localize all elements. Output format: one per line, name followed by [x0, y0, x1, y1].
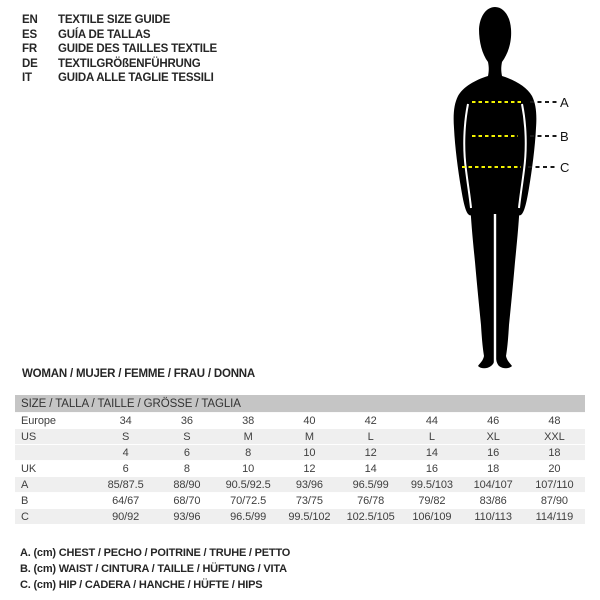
size-value-cell: 16 [487, 446, 500, 459]
size-table-row [15, 445, 585, 461]
row-label [15, 445, 95, 461]
size-value-cell: 12 [303, 462, 316, 475]
size-value-cell: S [122, 430, 130, 443]
marker-label-a: A [560, 95, 569, 110]
size-value-cell: 48 [548, 414, 561, 427]
size-value-cell: 68/70 [173, 494, 201, 507]
language-title-list [22, 13, 217, 86]
size-value-cell: 102.5/105 [346, 510, 395, 523]
legend-line: A. (cm) CHEST / PECHO / POITRINE / TRUHE / PETTO [20, 547, 291, 559]
row-label: C [21, 510, 29, 523]
language-title: GUIDA ALLE TAGLIE TESSILI [58, 72, 214, 84]
language-row [22, 13, 217, 28]
size-value-cell: 104/107 [473, 478, 513, 491]
size-value-cell: 4 [122, 446, 129, 459]
language-title: TEXTILE SIZE GUIDE [58, 14, 171, 26]
section-title-woman: WOMAN / MUJER / FEMME / FRAU / DONNA [22, 368, 256, 380]
size-value-cell: 70/72.5 [230, 494, 267, 507]
size-value-cell: 90/92 [112, 510, 140, 523]
size-value-cell: 83/86 [479, 494, 507, 507]
size-value-cell: 44 [425, 414, 438, 427]
size-value-cell: 90.5/92.5 [225, 478, 271, 491]
size-value-cell: XL [486, 430, 500, 443]
size-table-header: SIZE / TALLA / TAILLE / GRÖSSE / TAGLIA [15, 395, 585, 413]
language-code: IT [22, 72, 32, 84]
size-value-cell: M [243, 430, 253, 443]
language-row [22, 57, 217, 72]
marker-label-b: B [560, 129, 569, 144]
size-value-cell: 79/82 [418, 494, 446, 507]
size-value-cell: 6 [122, 462, 129, 475]
figure-area [420, 0, 600, 375]
size-value-cell: 18 [487, 462, 500, 475]
legend-line: B. (cm) WAIST / CINTURA / TAILLE / HÜFTUNG / VITA [20, 563, 287, 576]
language-row [22, 71, 217, 86]
woman-silhouette [420, 0, 600, 375]
size-value-cell: 46 [487, 414, 500, 427]
language-code: DE [22, 57, 38, 70]
language-title: GUÍA DE TALLAS [58, 28, 151, 41]
size-value-cell: 110/113 [474, 510, 512, 523]
row-label: B [21, 494, 29, 507]
size-table-row [15, 477, 585, 493]
size-table-row [15, 493, 585, 509]
size-value-cell: 76/78 [357, 494, 385, 507]
size-value-cell: L [428, 430, 435, 443]
size-value-cell: 87/90 [540, 494, 568, 507]
row-label: A [21, 478, 29, 491]
size-value-cell: 20 [548, 462, 561, 475]
size-value-cell: 42 [364, 414, 377, 427]
language-row [22, 28, 217, 43]
size-value-cell: 40 [303, 414, 316, 427]
size-value-cell: 14 [425, 446, 438, 459]
size-value-cell: 34 [119, 414, 132, 427]
size-value-cell: 64/67 [112, 494, 140, 507]
size-value-cell: 93/96 [173, 510, 201, 523]
marker-label-c: C [560, 160, 570, 175]
size-value-cell: 16 [425, 462, 438, 475]
size-value-cell: XXL [544, 430, 565, 443]
language-code: ES [22, 28, 37, 41]
size-value-cell: 8 [183, 462, 190, 475]
size-table-header-row [15, 395, 585, 413]
size-value-cell: 10 [242, 462, 255, 475]
size-table-row [15, 461, 585, 477]
size-value-cell: 38 [242, 414, 255, 427]
row-label: US [21, 430, 37, 443]
size-table-row [15, 509, 585, 525]
size-value-cell: 93/96 [295, 478, 323, 491]
size-value-cell: 99.5/103 [410, 478, 453, 491]
size-value-cell: 88/90 [173, 478, 201, 491]
measurement-legend [20, 545, 290, 594]
size-table [15, 394, 585, 524]
row-label: UK [21, 462, 37, 475]
size-value-cell: 6 [183, 446, 190, 459]
size-value-cell: 96.5/99 [230, 510, 267, 523]
size-value-cell: 96.5/99 [352, 478, 389, 491]
language-title: GUIDE DES TAILLES TEXTILE [58, 43, 217, 55]
legend-line: C. (cm) HIP / CADERA / HANCHE / HÜFTE / HIPS [20, 579, 263, 592]
size-value-cell: 106/109 [412, 510, 452, 523]
size-value-cell: L [367, 430, 374, 443]
size-value-cell: 85/87.5 [107, 478, 144, 491]
size-value-cell: 10 [303, 446, 316, 459]
row-label: Europe [21, 414, 56, 427]
size-value-cell: 36 [180, 414, 193, 427]
size-value-cell: 18 [548, 446, 561, 459]
language-row [22, 42, 217, 57]
language-code: FR [22, 43, 37, 55]
size-value-cell: 8 [245, 446, 252, 459]
size-value-cell: 12 [364, 446, 377, 459]
size-table-row [15, 429, 585, 445]
size-table-row [15, 413, 585, 429]
size-table-body [15, 413, 585, 525]
size-value-cell: S [183, 430, 191, 443]
language-code: EN [22, 14, 38, 26]
size-value-cell: 99.5/102 [288, 510, 331, 523]
size-value-cell: 114/119 [535, 510, 574, 523]
language-title: TEXTILGRÖßENFÜHRUNG [58, 57, 201, 70]
size-value-cell: M [304, 430, 314, 443]
size-value-cell: 14 [364, 462, 377, 475]
size-value-cell: 107/110 [535, 478, 574, 491]
size-value-cell: 73/75 [295, 494, 323, 507]
